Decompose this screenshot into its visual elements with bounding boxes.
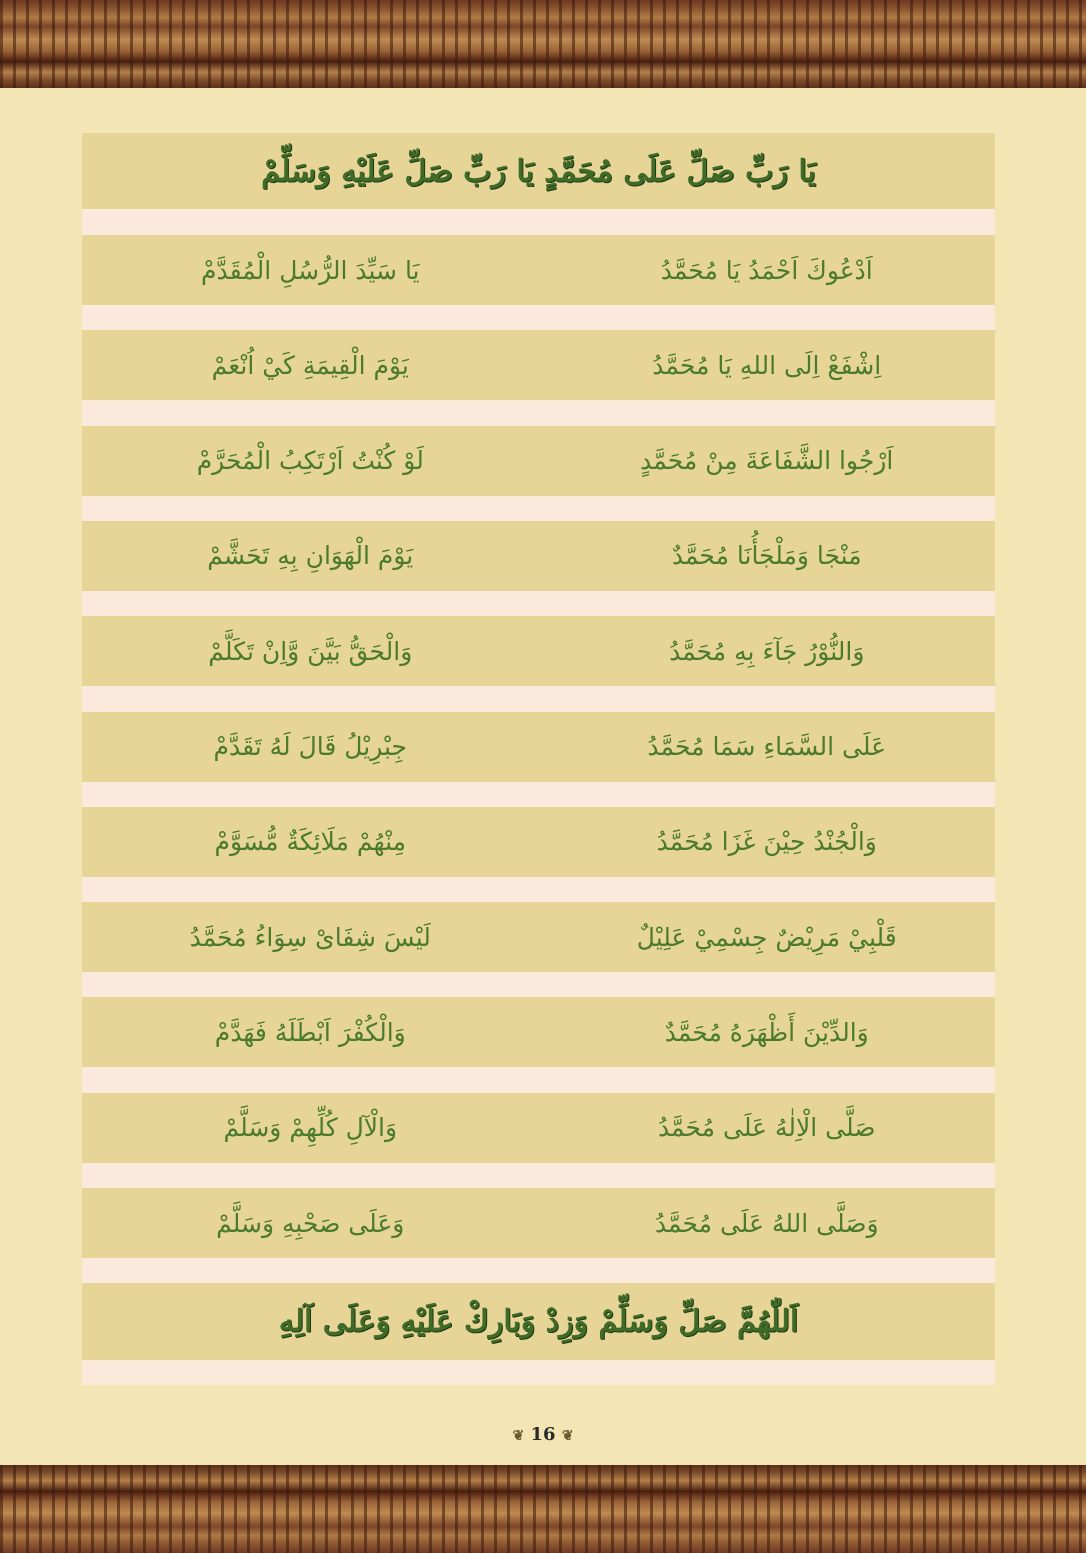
verse-row xyxy=(82,902,995,972)
verse-left-hemistich: وَالْكُفْرَ اَبْطَلَهُ فَهَدَّمْ xyxy=(214,1017,406,1047)
verse-right-hemistich: عَلَى السَّمَاءِ سَمَا مُحَمَّدُ xyxy=(647,732,887,761)
page-number xyxy=(0,1424,1086,1445)
page-number-text: 16 xyxy=(530,1424,556,1445)
verse-left-hemistich: يَوْمَ الْهَوَانِ بِهِ تَحَشَّمْ xyxy=(207,541,414,571)
verse-row xyxy=(82,712,995,782)
verse-right-hemistich: قَلْبِيْ مَرِيْضٌ جِسْمِيْ عَلِيْلٌ xyxy=(636,922,897,952)
verse-row xyxy=(82,616,995,686)
verse-left-hemistich: وَالْحَقُّ بَيَّنَ وَّاِنْ تَكَلَّمْ xyxy=(208,636,413,666)
footer-line: اَللّٰهُمَّ صَلِّ وَسَلِّمْ وَزِدْ وَبَارِكْ عَلَيْهِ وَعَلَى آلِهِ xyxy=(278,1304,799,1339)
verse-right-hemistich: اَدْعُوكَ اَحْمَدُ يَا مُحَمَّدُ xyxy=(660,255,873,285)
ornament-right-icon: ❦ xyxy=(561,1428,574,1444)
verse-right-hemistich: وَالْجُنْدُ حِيْنَ غَزَا مُحَمَّدُ xyxy=(656,827,877,857)
verse-row xyxy=(82,235,995,305)
verse-left-hemistich: لَوْ كُنْتُ اَرْتَكِبُ الْمُحَرَّمْ xyxy=(196,446,424,476)
verse-right-hemistich: اَرْجُوا الشَّفَاعَةَ مِنْ مُحَمَّدٍ xyxy=(640,446,894,476)
verse-left-hemistich: لَيْسَ شِفَاىْ سِوَاءُ مُحَمَّدُ xyxy=(189,922,431,952)
verse-row xyxy=(82,997,995,1067)
verse-row xyxy=(82,330,995,400)
verse-row xyxy=(82,1188,995,1258)
decorative-top-border xyxy=(0,0,1086,88)
header-line: يَا رَبِّ صَلِّ عَلَى مُحَمَّدٍ يَا رَبِّ صَلِّ عَلَيْهِ وَسَلِّمْ xyxy=(261,153,816,189)
verse-left-hemistich: مِنْهُمْ مَلَائِكَةٌ مُّسَوَّمْ xyxy=(214,827,407,857)
verse-row xyxy=(82,807,995,877)
ornament-left-icon: ❦ xyxy=(512,1428,525,1444)
verse-row xyxy=(82,1093,995,1163)
decorative-bottom-border xyxy=(0,1465,1086,1553)
verse-left-hemistich: وَعَلَى صَحْبِهِ وَسَلَّمْ xyxy=(216,1208,405,1238)
header-band xyxy=(82,133,995,209)
verse-right-hemistich: وَالدِّيْنَ أَظْهَرَهُ مُحَمَّدٌ xyxy=(664,1017,869,1047)
verse-row xyxy=(82,521,995,591)
verse-left-hemistich: وَالْآلِ كُلِّهِمْ وَسَلَّمْ xyxy=(223,1113,398,1143)
verse-table xyxy=(82,133,995,1385)
verse-left-hemistich: يَوْمَ الْقِيمَةِ كَيْ اُنْعَمْ xyxy=(211,350,409,380)
verse-right-hemistich: اِشْفَعْ اِلَى اللهِ يَا مُحَمَّدُ xyxy=(652,350,882,380)
verse-left-hemistich: يَا سَيِّدَ الرُّسُلِ الْمُقَدَّمْ xyxy=(200,255,420,285)
verse-row xyxy=(82,426,995,496)
verse-right-hemistich: صَلَّى الْاِلٰهُ عَلَى مُحَمَّدُ xyxy=(657,1113,876,1143)
verse-left-hemistich: جِبْرِيْلُ قَالَ لَهُ تَقَدَّمْ xyxy=(213,732,407,761)
verse-right-hemistich: مَنْجَا وَمَلْجَأُنَا مُحَمَّدٌ xyxy=(671,541,862,571)
verse-right-hemistich: وَصَلَّى اللهُ عَلَى مُحَمَّدُ xyxy=(654,1208,879,1238)
footer-band xyxy=(82,1283,995,1360)
verse-right-hemistich: وَالنُّوْرُ جَآءَ بِهِ مُحَمَّدُ xyxy=(669,636,865,666)
